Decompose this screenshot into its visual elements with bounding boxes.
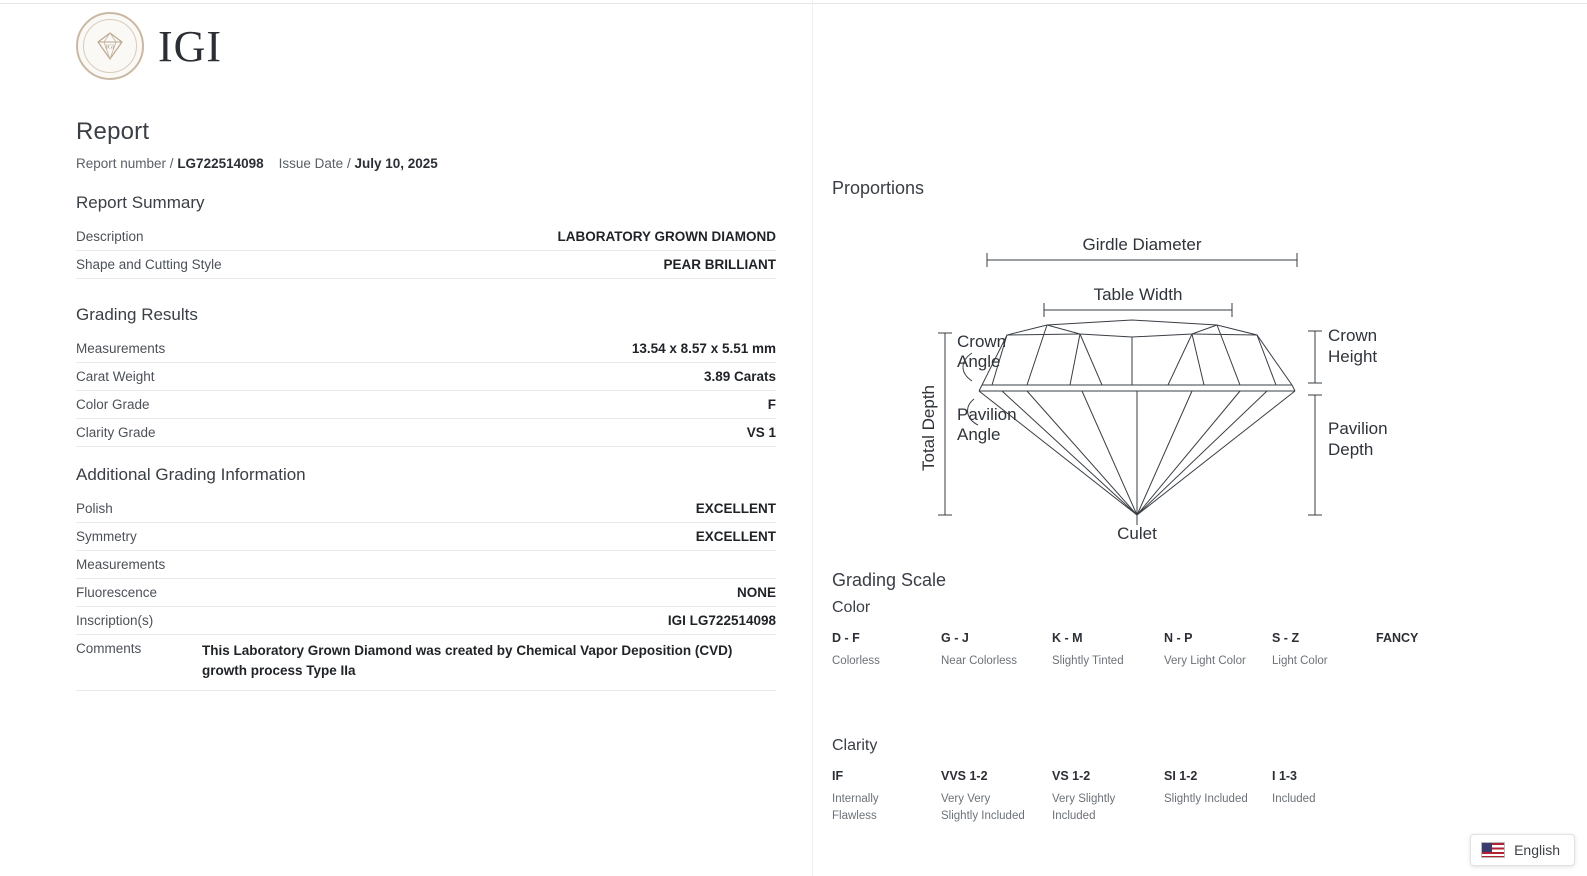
clarity-scale-item <box>1164 769 1248 808</box>
row-label: Fluorescence <box>76 585 158 600</box>
proportions-heading: Proportions <box>832 178 925 198</box>
scale-desc: Internally Flawless <box>832 793 879 822</box>
clarity-scale-block <box>832 737 1552 861</box>
scale-code: D - F <box>832 631 860 645</box>
label-pavilion-angle-2: Angle <box>957 425 1001 444</box>
row-label: Polish <box>76 501 113 516</box>
scale-code: G - J <box>941 631 969 645</box>
grading-scale-heading: Grading Scale <box>832 570 947 590</box>
scale-code: VVS 1-2 <box>941 769 988 783</box>
comments-label: Comments <box>76 641 142 656</box>
additional-grading-heading: Additional Grading Information <box>76 465 306 484</box>
color-scale-item <box>1376 631 1418 653</box>
diamond-proportions-diagram <box>832 203 1532 543</box>
scale-desc: Included <box>1272 793 1316 805</box>
row-label: Measurements <box>76 557 166 572</box>
clarity-scale-item <box>832 769 918 824</box>
table-row <box>76 419 776 447</box>
label-girdle-diameter: Girdle Diameter <box>1082 235 1202 254</box>
igi-wordmark: IGI <box>158 21 223 71</box>
scale-desc: Slightly Tinted <box>1052 655 1124 667</box>
table-row <box>76 523 776 551</box>
label-crown-angle-1: Crown <box>957 332 1007 351</box>
scale-code: IF <box>832 769 844 783</box>
scale-desc: Near Colorless <box>941 655 1018 667</box>
clarity-scale-item <box>1272 769 1315 808</box>
color-scale-item <box>1164 631 1246 670</box>
comments-value: This Laboratory Grown Diamond was created by Chemical Vapor Deposition (CVD) growth process Type IIa <box>202 643 733 678</box>
table-row <box>76 335 776 363</box>
scale-desc: Very Very Slightly Included <box>941 793 1025 822</box>
color-scale-item <box>832 631 880 670</box>
row-label: Color Grade <box>76 397 150 412</box>
scale-code: S - Z <box>1272 631 1300 645</box>
clarity-scale-item <box>1052 769 1138 824</box>
label-total-depth: Total Depth <box>919 385 938 471</box>
issue-date-value: July 10, 2025 <box>354 156 438 171</box>
table-row <box>76 579 776 607</box>
scale-desc: Very Light Color <box>1164 655 1246 667</box>
color-scale-grid <box>832 631 1552 723</box>
label-table-width: Table Width <box>1093 285 1183 304</box>
clarity-scale-heading: Clarity <box>832 737 878 754</box>
report-number-value: LG722514098 <box>177 156 264 171</box>
row-value: EXCELLENT <box>695 501 776 516</box>
label-pavilion-depth-1: Pavilion <box>1328 419 1388 438</box>
scale-code: I 1-3 <box>1272 769 1298 783</box>
igi-seal-icon <box>76 12 144 80</box>
page-title: Report <box>76 118 150 145</box>
color-scale-item <box>1052 631 1124 670</box>
row-value: 3.89 Carats <box>703 369 776 384</box>
clarity-scale-grid <box>832 769 1552 861</box>
scale-desc: Colorless <box>832 655 880 667</box>
row-label: Measurements <box>76 341 166 356</box>
row-value: NONE <box>736 585 776 600</box>
section-spacer <box>76 279 776 305</box>
table-row <box>76 391 776 419</box>
table-row <box>76 251 776 279</box>
grading-results-heading: Grading Results <box>76 305 198 324</box>
language-selector[interactable] <box>1470 834 1575 866</box>
color-scale-item <box>941 631 1017 670</box>
us-flag-icon <box>1481 842 1505 858</box>
label-pavilion-depth-2: Depth <box>1328 440 1374 459</box>
row-label: Shape and Cutting Style <box>76 257 222 272</box>
row-value: IGI LG722514098 <box>667 613 776 628</box>
row-value: LABORATORY GROWN DIAMOND <box>557 229 776 244</box>
svg-text:IGI: IGI <box>105 44 115 51</box>
color-scale-heading: Color <box>832 599 871 616</box>
table-row <box>76 551 776 579</box>
table-row <box>76 607 776 635</box>
top-divider <box>0 3 1587 4</box>
language-label: English <box>1514 842 1560 858</box>
label-crown-height-1: Crown <box>1328 326 1378 345</box>
scale-code: N - P <box>1164 631 1193 645</box>
scale-code: K - M <box>1052 631 1083 645</box>
table-row <box>76 223 776 251</box>
row-value: EXCELLENT <box>695 529 776 544</box>
igi-logo <box>76 12 222 80</box>
scale-code: VS 1-2 <box>1052 769 1091 783</box>
color-scale-item <box>1272 631 1328 670</box>
table-row <box>76 495 776 523</box>
report-number-label: Report number / <box>76 156 174 171</box>
scale-code: FANCY <box>1376 631 1419 645</box>
scale-desc: Light Color <box>1272 655 1328 667</box>
row-label: Clarity Grade <box>76 425 156 440</box>
label-pavilion-angle-1: Pavilion <box>957 405 1017 424</box>
label-culet: Culet <box>1117 524 1157 543</box>
row-value: PEAR BRILLIANT <box>663 257 776 272</box>
issue-date-label: Issue Date / <box>278 156 351 171</box>
label-crown-height-2: Height <box>1328 347 1378 366</box>
column-divider <box>812 0 813 876</box>
scale-code: SI 1-2 <box>1164 769 1198 783</box>
row-value: VS 1 <box>746 425 776 440</box>
row-label: Symmetry <box>76 529 137 544</box>
row-label: Description <box>76 229 144 244</box>
proportions-section <box>832 178 1532 543</box>
grading-scale-section <box>832 570 1552 861</box>
label-crown-angle-2: Angle <box>957 352 1001 371</box>
row-value: F <box>767 397 776 412</box>
row-value: 13.54 x 8.57 x 5.51 mm <box>631 341 776 356</box>
report-summary-heading: Report Summary <box>76 193 205 212</box>
row-label: Inscription(s) <box>76 613 154 628</box>
comments-row <box>76 635 776 691</box>
scale-desc: Slightly Included <box>1164 793 1248 805</box>
clarity-scale-item <box>941 769 1027 824</box>
table-row <box>76 363 776 391</box>
report-meta <box>76 156 776 171</box>
scale-desc: Very Slightly Included <box>1052 793 1116 822</box>
row-label: Carat Weight <box>76 369 155 384</box>
report-left-column <box>76 118 776 691</box>
